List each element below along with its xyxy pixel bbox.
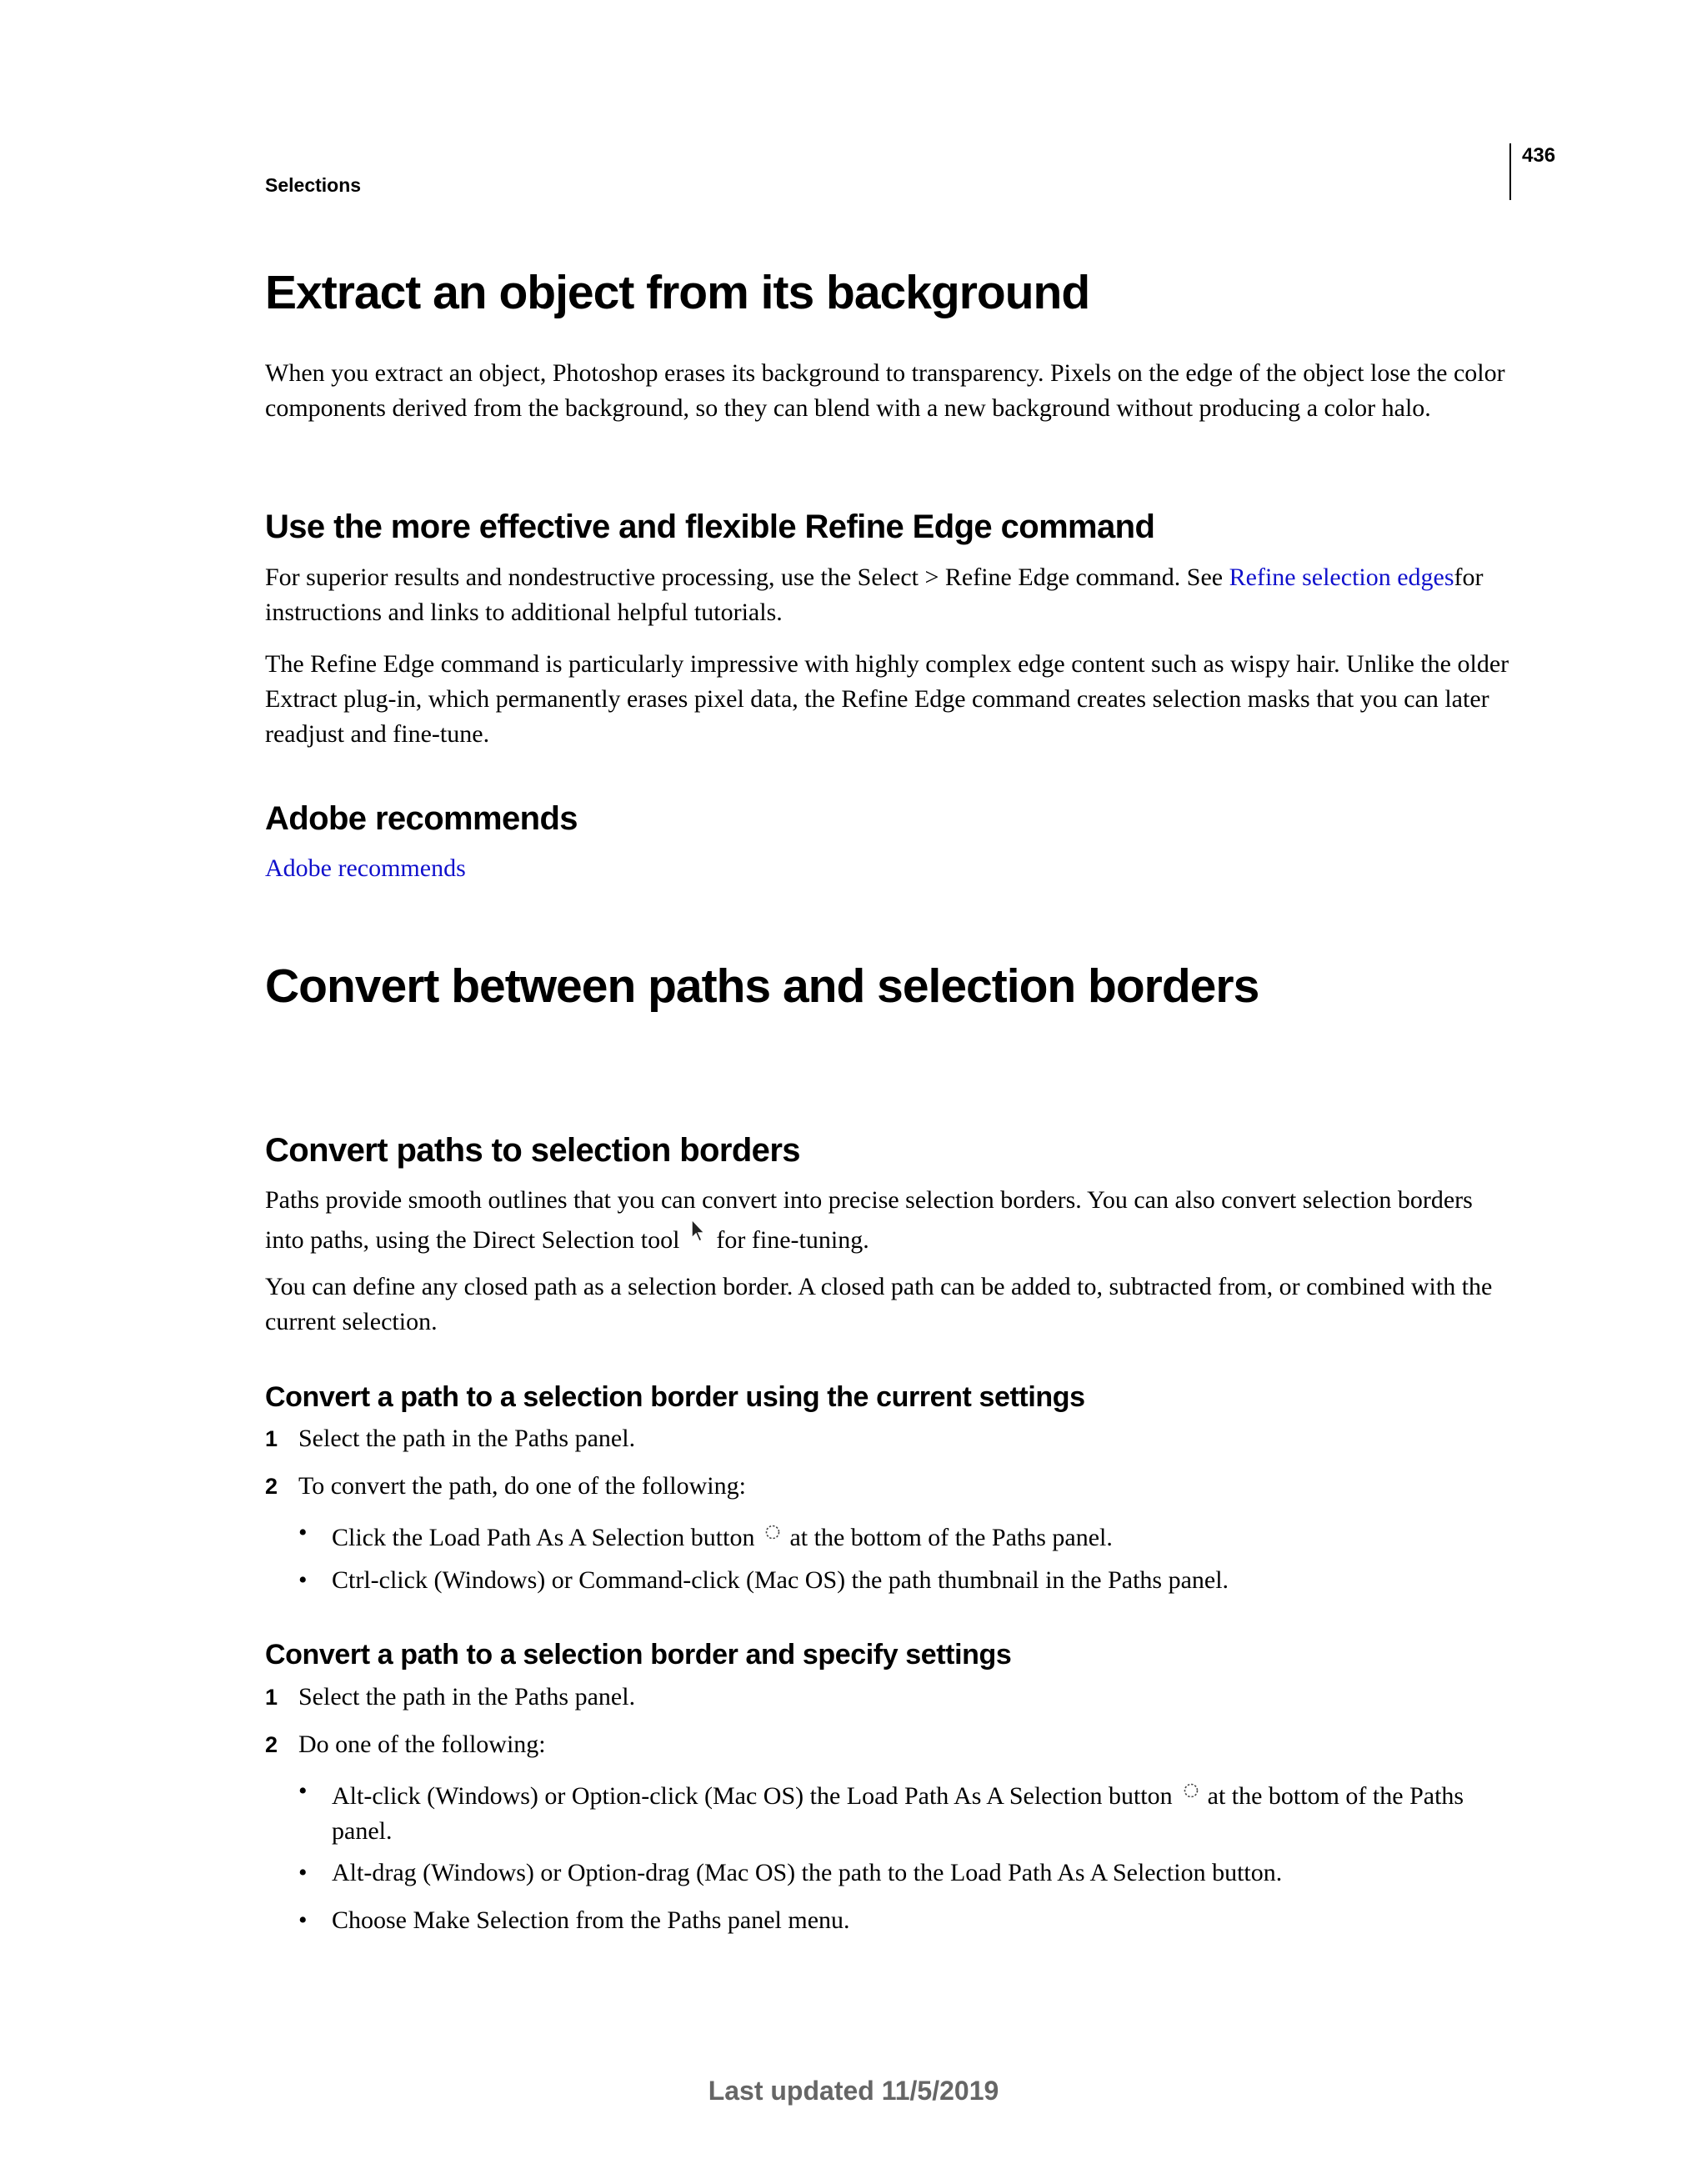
running-header-section: Selections [265,174,362,196]
paths-to-selection-heading: Convert paths to selection borders [265,1132,800,1169]
refine-selection-edges-link[interactable]: Refine selection edges [1229,564,1454,591]
step-number: 1 [265,1426,278,1451]
bullet-text: Alt-click (Windows) or Option-click (Mac OS) the Load Path As A Selection button [332,1782,1173,1810]
step-text: To convert the path, do one of the following: [298,1472,746,1500]
bullet-text: Click the Load Path As A Selection button [332,1524,755,1551]
load-path-as-selection-icon [1183,1774,1199,1809]
bullet-marker: • [298,1906,308,1934]
step-text: Select the path in the Paths panel. [298,1425,636,1452]
last-updated-footer: Last updated 11/5/2019 [708,2076,999,2106]
step-text: Do one of the following: [298,1731,546,1758]
adobe-recommends-paragraph [265,851,1512,886]
refine-edge-paragraph-1 [265,560,1512,630]
adobe-recommends-heading: Adobe recommends [265,800,578,837]
paths-to-selection-paragraph-1 [265,1183,1512,1258]
extract-title: Extract an object from its background [265,266,1090,319]
refine-p1-text: For superior results and nondestructive processing, use the Select > Refine Edge command. See [265,564,1229,591]
header-rule [1509,143,1511,200]
adobe-recommends-link[interactable]: Adobe recommends [265,854,466,882]
step-number: 2 [265,1474,278,1499]
bullet-text-after: at the bottom of the Paths panel. [789,1524,1113,1551]
specify-settings-heading: Convert a path to a selection border and specify settings [265,1639,1012,1671]
bullet-marker: • [298,1566,308,1594]
refine-edge-paragraph-2: The Refine Edge command is particularly impressive with highly complex edge content such as wispy hair. Unlike the older Extract plug-in, which permanently erases pixel data, the Refine Edge command creates selection masks that you can later readjust and fine-tune. [265,650,1509,748]
bullet-marker: • [298,1519,308,1546]
current-settings-heading: Convert a path to a selection border using the current settings [265,1381,1085,1413]
direct-selection-tool-icon [689,1218,708,1253]
extract-intro: When you extract an object, Photoshop erases its background to transparency. Pixels on the edge of the object lose the color components derived from the background, so they can blend with a new background without producing a color halo. [265,359,1505,422]
paths-p1-text: Paths provide smooth outlines that you can convert into precise selection borders. You can also convert selection borders into paths, using the Direct Selection tool [265,1186,1473,1254]
bullet-marker: • [298,1859,308,1886]
page-number: 436 [1522,144,1556,167]
refine-p1-after: for instructions and links to additional helpful tutorials. [265,564,1484,626]
refine-edge-heading: Use the more effective and flexible Refine Edge command [265,508,1155,545]
paths-to-selection-paragraph-2: You can define any closed path as a selection border. A closed path can be added to, subtracted from, or combined with the current selection. [265,1273,1493,1335]
load-path-as-selection-icon [764,1515,781,1550]
bullet-text: Alt-drag (Windows) or Option-drag (Mac OS) the path to the Load Path As A Selection button. [332,1859,1283,1886]
bullet-text-after: at the bottom of the Paths panel. [332,1782,1464,1845]
convert-title: Convert between paths and selection borders [265,959,1259,1013]
step-number: 2 [265,1732,278,1757]
step-text: Select the path in the Paths panel. [298,1683,636,1711]
paths-p1-after: for fine-tuning. [716,1226,869,1254]
step-number: 1 [265,1685,278,1710]
bullet-text: Ctrl-click (Windows) or Command-click (Mac OS) the path thumbnail in the Paths panel. [332,1566,1229,1594]
bullet-marker: • [298,1777,308,1805]
bullet-text: Choose Make Selection from the Paths panel menu. [332,1906,850,1934]
